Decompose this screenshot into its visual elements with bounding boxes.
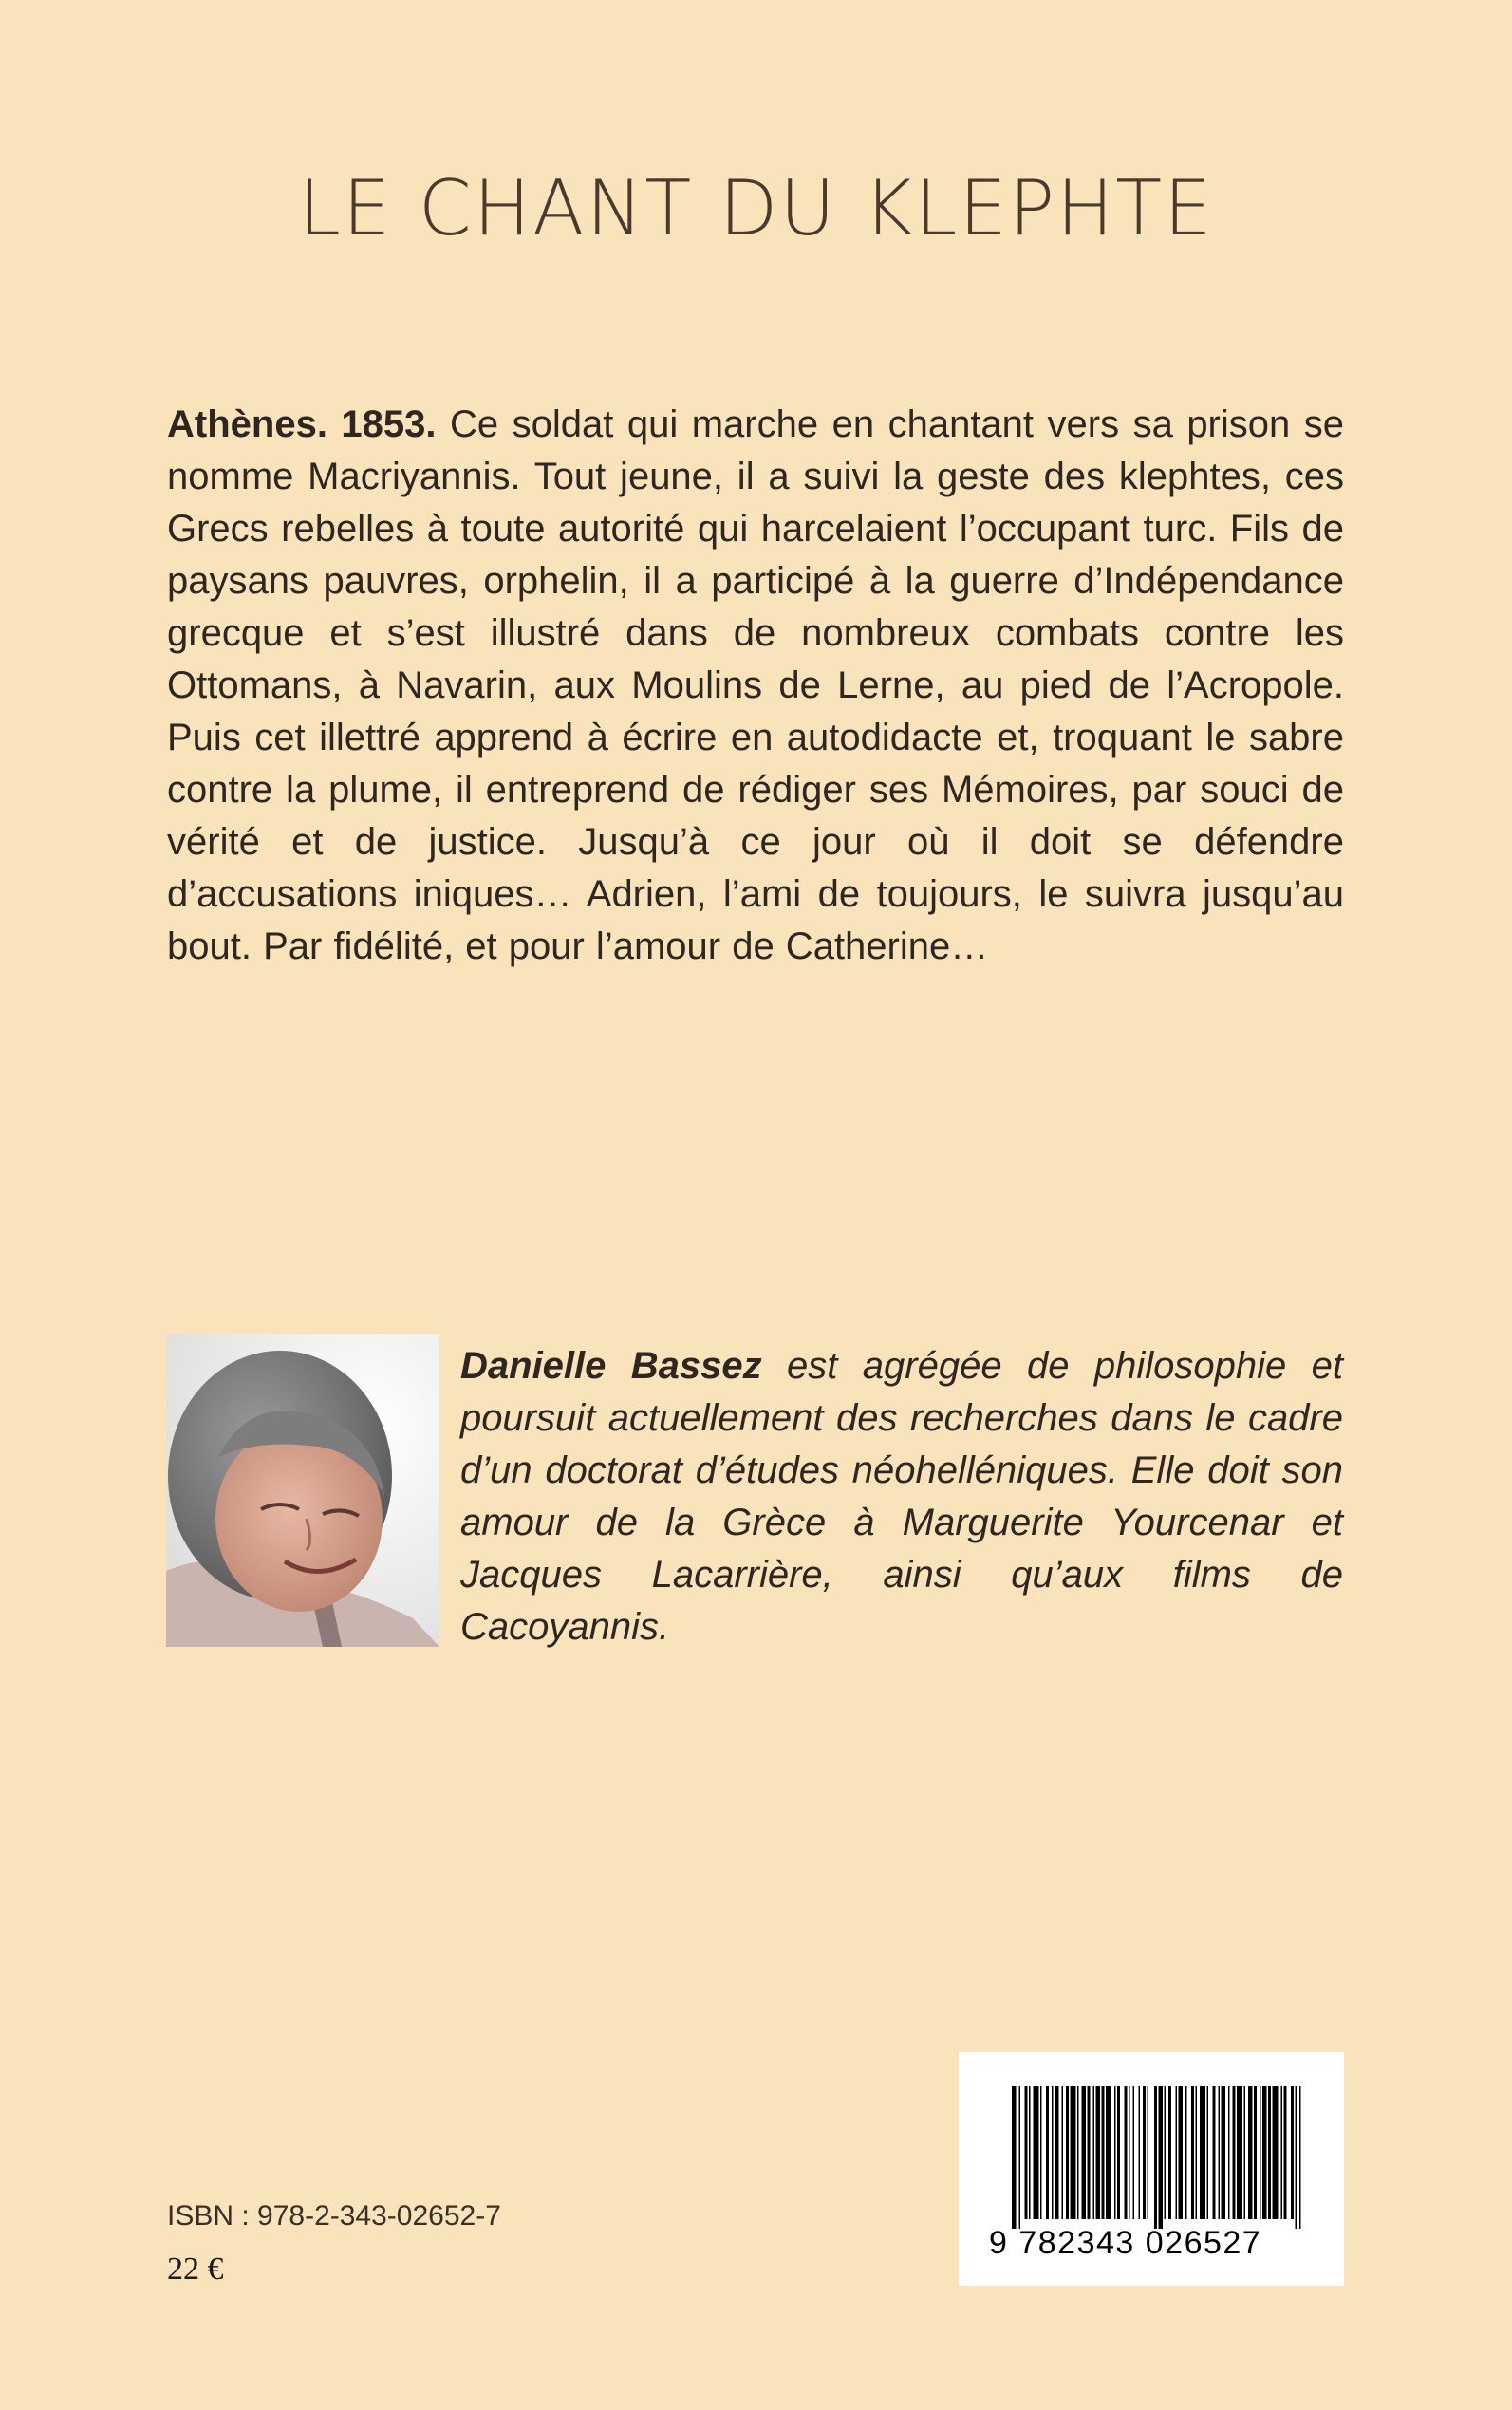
barcode-bar [1196,2086,1198,2219]
barcode-bar [1139,2086,1141,2219]
barcode-icon [1012,2086,1302,2229]
barcode-bar [1191,2086,1194,2219]
barcode-bar [1222,2086,1226,2219]
synopsis-paragraph [167,399,1344,973]
barcode-bar [1117,2086,1120,2219]
synopsis-body: Ce soldat qui marche en chantant vers sa prison se nomme Macriyannis. Tout jeune, il a suivi la geste des klephtes, ces Grecs rebelles à toute autorité qui harcelaient l’occupant turc. Fils de paysans pauvres, orphelin, il a participé à la guerre d’Indépendance grecque et s’est illustré dans de nombreux combats contre les Ottomans, à Navarin, aux Moulins de Lerne, au pied de l’Acropole. Puis cet illettré apprend à écrire en autodidacte et, troquant le sabre contre la plume, il entreprend de rédiger ses Mémoires, par souci de vérité et de justice. Jusqu’à ce jour où il doit se défendre d’accusations iniques… Adrien, l’ami de toujours, le suivra jusqu’au bout. Par fidélité, et pour l’amour de Catherine… [167,403,1344,967]
barcode-bar [1129,2086,1130,2219]
barcode-panel [959,2052,1344,2286]
barcode-bar [1200,2086,1205,2219]
isbn-label: ISBN : 978-2-343-02652-7 [167,2200,501,2232]
barcode-bar [1168,2086,1171,2219]
author-bio-text: est agrégée de philosophie et poursuit actuellement des recherches dans le cadre d’un doctorat d’études néohelléniques. Elle doit son amour de la Grèce à Marguerite Yourcenar et Jacques Lacarrière, ainsi qu’aux films de Cacoyannis. [460,1345,1343,1648]
barcode-bar [1148,2086,1149,2219]
barcode-bar [1159,2086,1164,2229]
barcode-bar [1296,2086,1297,2229]
barcode-bar [1262,2086,1267,2219]
barcode-bar [1260,2086,1261,2219]
barcode-bar [1082,2086,1087,2219]
barcode-bar [1034,2086,1039,2219]
barcode-bar [1019,2086,1021,2229]
barcode-bar [1176,2086,1178,2219]
barcode-bar [1029,2086,1031,2219]
author-photo [166,1334,439,1647]
barcode-bar [1254,2086,1257,2219]
barcode-bar [1154,2086,1157,2229]
book-title: LE CHANT DU KLEPHTE [298,164,1214,252]
barcode-bar [1179,2086,1184,2219]
barcode-bar [1077,2086,1079,2219]
barcode-bar [1273,2086,1279,2219]
barcode-bar [1055,2086,1059,2219]
barcode-bar [1143,2086,1146,2219]
barcode-digits: 9 782343 026527 [989,2225,1262,2261]
barcode-bar [1046,2086,1049,2219]
barcode-bar [1133,2086,1135,2219]
barcode-bar [1185,2086,1187,2219]
barcode-bar [1062,2086,1064,2219]
barcode-bar [1071,2086,1076,2219]
barcode-bar [1207,2086,1209,2219]
barcode-bar [1244,2086,1246,2219]
barcode-bar [1291,2086,1294,2219]
barcode-bar [1012,2086,1017,2229]
barcode-bar [1040,2086,1042,2219]
barcode-bar [1248,2086,1253,2219]
barcode-bar [1165,2086,1167,2219]
barcode-bar [1102,2086,1105,2219]
barcode-bar [1213,2086,1216,2219]
barcode-bar [1096,2086,1101,2219]
barcode-bar [1125,2086,1128,2219]
author-portrait-image [166,1334,439,1647]
barcode-bar [1088,2086,1091,2219]
barcode-bar [1237,2086,1242,2219]
author-biography [460,1340,1343,1653]
barcode-bar [1281,2086,1283,2219]
barcode-bar [1106,2086,1111,2219]
barcode-bar [1114,2086,1116,2219]
barcode-bar [1093,2086,1095,2219]
barcode-bar [1299,2086,1301,2229]
author-name: Danielle Bassez [460,1345,762,1387]
synopsis-lead: Athènes. 1853. [167,403,437,445]
barcode-bar [1268,2086,1271,2219]
barcode-bar [1052,2086,1054,2219]
barcode-bar [1228,2086,1230,2219]
barcode-bar [1284,2086,1287,2219]
barcode-bar [1233,2086,1236,2219]
barcode-bar [1025,2086,1028,2219]
barcode-bar [1219,2086,1221,2219]
price-label: 22 € [167,2251,224,2287]
barcode-bar [1066,2086,1069,2219]
